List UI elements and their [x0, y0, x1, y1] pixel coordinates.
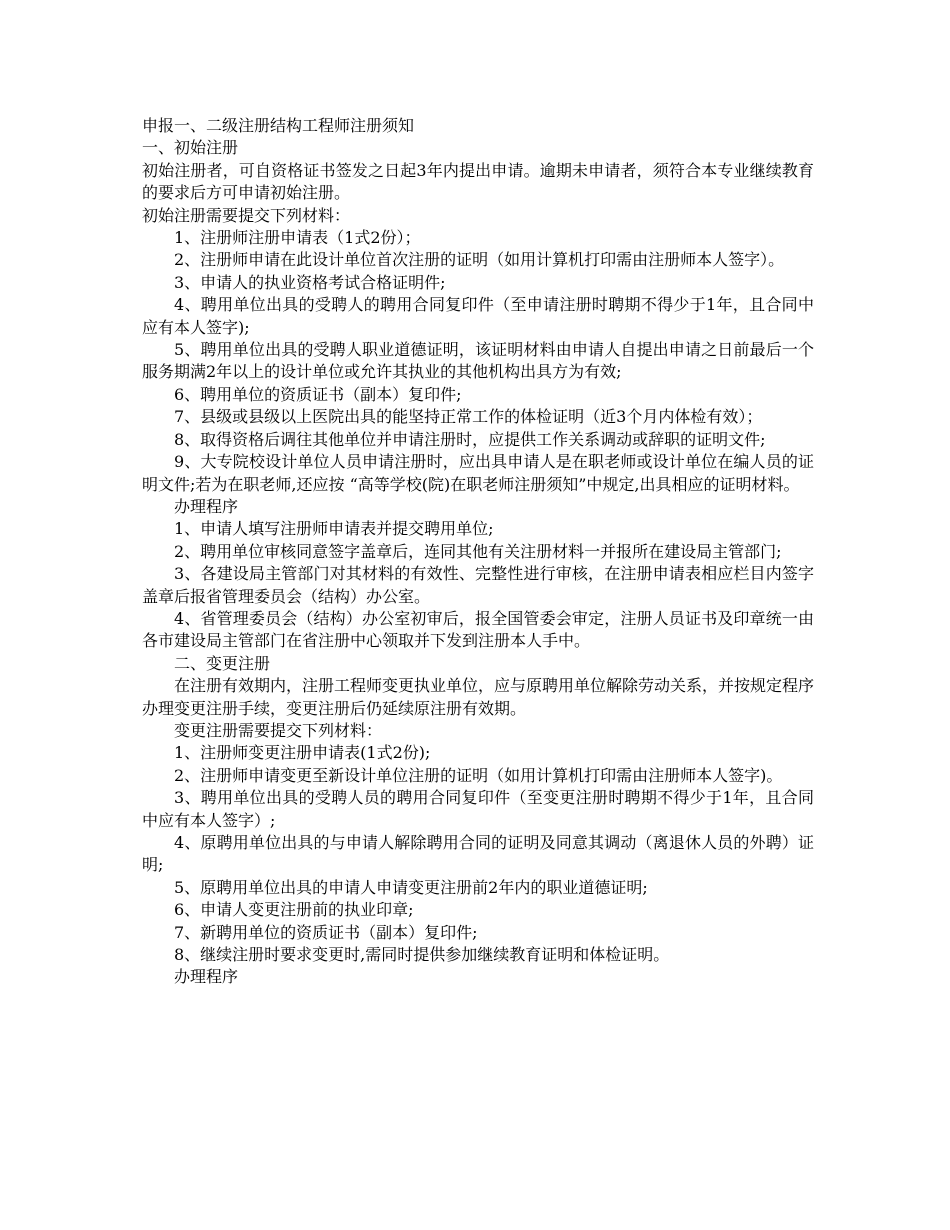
list-item: 7、县级或县级以上医院出具的能坚持正常工作的体检证明（近3个月内体检有效）； [174, 407, 763, 427]
list-item: 6、聘用单位的资质证书（副本）复印件; [174, 384, 462, 404]
paragraph: 初始注册者，可自资格证书签发之日起3年内提出申请。逾期未申请者，须符合本专业继续教育的要求后方可申请初始注册。 [142, 160, 814, 203]
list-item: 5、聘用单位出具的受聘人职业道德证明，该证明材料由申请人自提出申请之日前最后一个服务期满2年以上的设计单位或允许其执业的其他机构出具方为有效; [142, 340, 814, 382]
list-item: 9、大专院校设计单位人员申请注册时，应出具申请人是在职老师或设计单位在编人员的证明文件;若为在职老师,还应按 “高等学校(院)在职老师注册须知”中规定,出具相应的证明材料。 [142, 452, 814, 494]
list-item: 3、各建设局主管部门对其材料的有效性、完整性进行审核，在注册申请表相应栏目内签字盖章后报省管理委员会（结构）办公室。 [142, 564, 814, 606]
paragraph: 初始注册需要提交下列材料： [142, 205, 351, 225]
subheading-procedure: 办理程序 [174, 967, 239, 987]
list-item: 3、聘用单位出具的受聘人员的聘用合同复印件（至变更注册时聘期不得少于1年，且合同中应有本人签字）; [142, 788, 814, 830]
section-heading-initial-registration: 一、初始注册 [142, 138, 239, 158]
paragraph: 变更注册需要提交下列材料： [174, 720, 383, 740]
list-item: 3、申请人的执业资格考试合格证明件; [174, 272, 446, 292]
list-item: 8、取得资格后调往其他单位并申请注册时，应提供工作关系调动或辞职的证明文件; [174, 429, 766, 449]
list-item: 6、申请人变更注册前的执业印章; [174, 900, 414, 920]
list-item: 7、新聘用单位的资质证书（副本）复印件; [174, 922, 478, 942]
list-item: 8、继续注册时要求变更时,需同时提供参加继续教育证明和体检证明。 [174, 945, 670, 965]
list-item: 2、聘用单位审核同意签字盖章后，连同其他有关注册材料一并报所在建设局主管部门; [174, 541, 782, 561]
list-item: 4、省管理委员会（结构）办公室初审后，报全国管委会审定，注册人员证书及印章统一由各市建设局主管部门在省注册中心领取并下发到注册本人手中。 [142, 608, 814, 651]
document-title: 申报一、二级注册结构工程师注册须知 [142, 116, 415, 135]
list-item: 1、申请人填写注册师申请表并提交聘用单位; [174, 519, 494, 539]
list-item: 4、聘用单位出具的受聘人的聘用合同复印件（至申请注册时聘期不得少于1年，且合同中应有本人签字); [142, 295, 814, 337]
list-item: 4、原聘用单位出具的与申请人解除聘用合同的证明及同意其调动（离退休人员的外聘）证明; [142, 833, 814, 875]
list-item: 2、注册师申请变更至新设计单位注册的证明（如用计算机打印需由注册师本人签字)。 [174, 765, 783, 785]
document-body [142, 115, 814, 989]
list-item: 1、注册师注册申请表（1式2份）； [174, 228, 421, 248]
paragraph: 在注册有效期内，注册工程师变更执业单位，应与原聘用单位解除劳动关系，并按规定程序办理变更注册手续，变更注册后仍延续原注册有效期。 [142, 676, 815, 718]
list-item: 5、原聘用单位出具的申请人申请变更注册前2年内的职业道德证明; [174, 877, 648, 897]
list-item: 1、注册师变更注册申请表(1式2份); [174, 743, 431, 763]
subheading-procedure: 办理程序 [174, 496, 239, 516]
list-item: 2、注册师申请在此设计单位首次注册的证明（如用计算机打印需由注册师本人签字）。 [174, 250, 785, 270]
section-heading-change-registration: 二、变更注册 [174, 653, 271, 673]
